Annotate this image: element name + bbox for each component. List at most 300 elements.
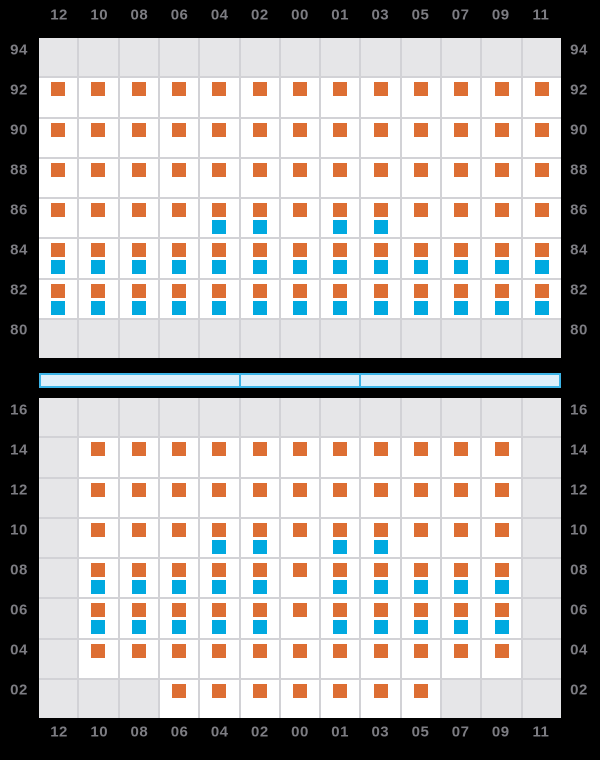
y-axis-label: 82 [570,281,588,299]
y-axis-label: 90 [570,121,588,139]
grid-cell [361,280,399,318]
grid-cell [402,78,440,116]
grid-cell [361,640,399,678]
grid-cell-disabled [402,38,440,76]
orange-marker-icon [51,163,65,177]
grid-cell [482,438,520,476]
grid-cell [160,559,198,597]
grid-cell [281,640,319,678]
grid-cell [442,78,480,116]
grid-cell [281,78,319,116]
blue-marker-icon [132,301,146,315]
orange-marker-icon [333,563,347,577]
orange-marker-icon [212,644,226,658]
timeline-bar [39,373,561,388]
timeline-bar-segment [41,375,239,386]
grid-cell [402,479,440,517]
orange-marker-icon [535,123,549,137]
grid-cell-disabled [523,599,561,637]
y-axis-label: 92 [10,81,28,99]
orange-marker-icon [212,483,226,497]
orange-marker-icon [454,243,468,257]
orange-marker-icon [51,123,65,137]
orange-marker-icon [212,82,226,96]
grid-cell [321,199,359,237]
grid-cell [402,680,440,718]
blue-marker-icon [535,301,549,315]
orange-marker-icon [212,684,226,698]
blue-marker-icon [293,301,307,315]
grid-cell [482,119,520,157]
grid-cell-disabled [523,479,561,517]
grid-cell [361,119,399,157]
orange-marker-icon [495,163,509,177]
blue-marker-icon [212,260,226,274]
grid-cell [241,519,279,557]
blue-marker-icon [414,620,428,634]
grid-cell [402,159,440,197]
grid-cell [120,239,158,277]
grid-cell [402,119,440,157]
y-axis-label: 86 [570,201,588,219]
y-axis-label: 94 [570,41,588,59]
grid-cell-disabled [200,398,238,436]
grid-cell [241,119,279,157]
blue-marker-icon [91,580,105,594]
orange-marker-icon [293,203,307,217]
orange-marker-icon [414,563,428,577]
orange-marker-icon [333,123,347,137]
orange-marker-icon [172,563,186,577]
grid-cell [442,559,480,597]
y-axis-label: 16 [570,401,588,419]
orange-marker-icon [253,243,267,257]
orange-marker-icon [293,82,307,96]
y-axis-label: 08 [570,561,588,579]
grid-cell [361,479,399,517]
blue-marker-icon [132,580,146,594]
grid-cell [200,479,238,517]
blue-marker-icon [253,540,267,554]
orange-marker-icon [414,483,428,497]
orange-marker-icon [212,603,226,617]
orange-marker-icon [495,523,509,537]
orange-marker-icon [212,123,226,137]
y-axis-label: 86 [10,201,28,219]
orange-marker-icon [212,523,226,537]
grid-cell-disabled [39,640,77,678]
blue-marker-icon [535,260,549,274]
grid-cell-disabled [482,680,520,718]
blue-marker-icon [495,260,509,274]
grid-cell-disabled [321,38,359,76]
grid-cell [482,78,520,116]
grid-cell-disabled [39,38,77,76]
grid-cell-disabled [241,320,279,358]
grid-cell [321,640,359,678]
grid-cell [200,438,238,476]
y-axis-label: 80 [570,321,588,339]
grid-cell [200,159,238,197]
grid-cell-disabled [160,320,198,358]
grid-cell-disabled [39,559,77,597]
grid-cell [321,280,359,318]
orange-marker-icon [495,483,509,497]
grid-cell [39,78,77,116]
grid-cell [281,159,319,197]
grid-cell [523,119,561,157]
y-axis-label: 82 [10,281,28,299]
lower-panel-grid [39,398,561,718]
grid-cell [281,199,319,237]
grid-cell [482,640,520,678]
orange-marker-icon [253,644,267,658]
grid-cell-disabled [442,320,480,358]
grid-cell-disabled [523,438,561,476]
blue-marker-icon [374,260,388,274]
orange-marker-icon [212,284,226,298]
orange-marker-icon [132,603,146,617]
grid-cell [402,640,440,678]
grid-cell-disabled [160,38,198,76]
orange-marker-icon [51,82,65,96]
grid-cell-disabled [523,680,561,718]
grid-cell [402,239,440,277]
x-axis-label: 07 [451,723,470,741]
orange-marker-icon [132,123,146,137]
orange-marker-icon [374,483,388,497]
orange-marker-icon [253,442,267,456]
grid-cell [79,438,117,476]
grid-cell-disabled [160,398,198,436]
grid-cell [523,239,561,277]
grid-cell [321,78,359,116]
grid-cell [160,199,198,237]
orange-marker-icon [414,442,428,456]
blue-marker-icon [212,580,226,594]
orange-marker-icon [172,123,186,137]
blue-marker-icon [253,220,267,234]
x-axis-label: 07 [451,6,470,24]
blue-marker-icon [374,301,388,315]
grid-cell [482,479,520,517]
grid-cell [442,280,480,318]
grid-cell [523,159,561,197]
grid-cell [482,239,520,277]
orange-marker-icon [454,563,468,577]
grid-cell [120,119,158,157]
blue-marker-icon [454,620,468,634]
orange-marker-icon [91,243,105,257]
orange-marker-icon [414,243,428,257]
x-axis-label: 05 [411,6,430,24]
grid-cell [321,239,359,277]
grid-cell [241,559,279,597]
y-axis-label: 14 [570,441,588,459]
grid-cell [482,199,520,237]
grid-cell [361,559,399,597]
orange-marker-icon [172,203,186,217]
orange-marker-icon [374,243,388,257]
y-axis-label: 04 [10,641,28,659]
orange-marker-icon [454,82,468,96]
grid-cell [241,78,279,116]
grid-cell [200,199,238,237]
y-axis-label: 92 [570,81,588,99]
grid-cell-disabled [79,680,117,718]
orange-marker-icon [414,284,428,298]
grid-cell [241,280,279,318]
grid-cell [39,199,77,237]
grid-cell [482,159,520,197]
blue-marker-icon [253,620,267,634]
grid-cell [79,280,117,318]
blue-marker-icon [172,301,186,315]
orange-marker-icon [293,483,307,497]
grid-cell [361,199,399,237]
orange-marker-icon [374,203,388,217]
orange-marker-icon [91,523,105,537]
blue-marker-icon [172,620,186,634]
grid-cell [200,78,238,116]
orange-marker-icon [51,243,65,257]
blue-marker-icon [495,301,509,315]
grid-cell [200,680,238,718]
x-axis-label: 09 [491,723,510,741]
x-axis-label: 00 [291,723,309,741]
orange-marker-icon [212,243,226,257]
y-axis-label: 04 [570,641,588,659]
grid-cell-disabled [120,680,158,718]
grid-cell [79,640,117,678]
grid-cell [442,438,480,476]
grid-cell [241,438,279,476]
grid-cell [281,119,319,157]
grid-cell-disabled [79,398,117,436]
blue-marker-icon [212,620,226,634]
orange-marker-icon [91,123,105,137]
orange-marker-icon [132,563,146,577]
grid-cell-disabled [200,320,238,358]
orange-marker-icon [414,684,428,698]
grid-cell [321,680,359,718]
orange-marker-icon [172,603,186,617]
grid-cell [79,199,117,237]
orange-marker-icon [132,82,146,96]
orange-marker-icon [293,163,307,177]
x-axis-label: 02 [251,723,269,741]
grid-cell-disabled [523,640,561,678]
grid-cell-disabled [361,398,399,436]
grid-cell [361,519,399,557]
grid-cell [200,119,238,157]
orange-marker-icon [293,644,307,658]
blue-marker-icon [51,301,65,315]
grid-cell-disabled [281,398,319,436]
grid-cell [241,199,279,237]
grid-cell [442,599,480,637]
blue-marker-icon [172,260,186,274]
grid-cell [120,559,158,597]
y-axis-label: 88 [10,161,28,179]
grid-cell-disabled [39,398,77,436]
orange-marker-icon [495,644,509,658]
orange-marker-icon [535,284,549,298]
orange-marker-icon [414,603,428,617]
orange-marker-icon [132,284,146,298]
grid-cell [120,199,158,237]
grid-cell [39,159,77,197]
y-axis-label: 88 [570,161,588,179]
grid-cell [120,78,158,116]
blue-marker-icon [212,220,226,234]
x-axis-label: 01 [331,723,349,741]
x-axis-label: 10 [90,723,109,741]
x-axis-label: 10 [90,6,109,24]
grid-cell [160,239,198,277]
blue-marker-icon [293,260,307,274]
grid-cell [442,479,480,517]
grid-cell-disabled [281,320,319,358]
orange-marker-icon [132,523,146,537]
orange-marker-icon [495,563,509,577]
grid-cell [402,438,440,476]
grid-cell [402,519,440,557]
orange-marker-icon [333,82,347,96]
grid-cell [281,559,319,597]
grid-cell [120,599,158,637]
blue-marker-icon [91,301,105,315]
grid-cell [442,239,480,277]
orange-marker-icon [333,163,347,177]
grid-cell-disabled [200,38,238,76]
blue-marker-icon [333,260,347,274]
grid-cell-disabled [523,38,561,76]
orange-marker-icon [132,644,146,658]
grid-cell [482,280,520,318]
grid-cell [200,280,238,318]
orange-marker-icon [535,243,549,257]
x-axis-label: 06 [170,723,189,741]
grid-cell [321,559,359,597]
y-axis-label: 02 [570,681,588,699]
orange-marker-icon [91,563,105,577]
orange-marker-icon [293,243,307,257]
grid-cell-disabled [361,38,399,76]
grid-cell [120,519,158,557]
grid-cell [482,599,520,637]
grid-cell-disabled [39,519,77,557]
grid-cell [160,680,198,718]
y-axis-label: 06 [570,601,588,619]
orange-marker-icon [293,603,307,617]
orange-marker-icon [374,442,388,456]
orange-marker-icon [91,163,105,177]
orange-marker-icon [454,163,468,177]
orange-marker-icon [454,603,468,617]
grid-cell [281,479,319,517]
grid-cell [361,438,399,476]
blue-marker-icon [374,540,388,554]
blue-marker-icon [374,220,388,234]
grid-cell [241,640,279,678]
orange-marker-icon [172,243,186,257]
grid-cell [120,479,158,517]
blue-marker-icon [51,260,65,274]
orange-marker-icon [212,563,226,577]
grid-cell [200,239,238,277]
grid-cell [241,599,279,637]
x-axis-label: 11 [532,6,550,24]
orange-marker-icon [132,483,146,497]
grid-cell [321,479,359,517]
blue-marker-icon [333,301,347,315]
orange-marker-icon [535,82,549,96]
grid-cell [39,280,77,318]
orange-marker-icon [253,684,267,698]
orange-marker-icon [253,163,267,177]
grid-cell-disabled [523,559,561,597]
y-axis-label: 94 [10,41,28,59]
orange-marker-icon [293,123,307,137]
orange-marker-icon [495,603,509,617]
grid-cell-disabled [402,320,440,358]
orange-marker-icon [414,523,428,537]
x-axis-label: 09 [491,6,510,24]
grid-cell [442,519,480,557]
grid-cell [39,119,77,157]
blue-marker-icon [91,620,105,634]
grid-cell-disabled [442,680,480,718]
y-axis-label: 06 [10,601,28,619]
grid-cell-disabled [523,320,561,358]
blue-marker-icon [333,580,347,594]
orange-marker-icon [172,684,186,698]
grid-cell-disabled [79,320,117,358]
grid-cell [321,438,359,476]
x-axis-label: 04 [210,723,229,741]
orange-marker-icon [374,123,388,137]
grid-cell [523,78,561,116]
x-axis-label: 00 [291,6,309,24]
orange-marker-icon [91,644,105,658]
blue-marker-icon [454,301,468,315]
grid-cell [200,640,238,678]
grid-cell [39,239,77,277]
grid-cell-disabled [39,438,77,476]
blue-marker-icon [374,620,388,634]
blue-marker-icon [414,260,428,274]
grid-cell [200,559,238,597]
grid-cell [321,159,359,197]
grid-cell [79,119,117,157]
grid-cell-disabled [442,398,480,436]
blue-marker-icon [454,260,468,274]
orange-marker-icon [454,523,468,537]
grid-cell [120,438,158,476]
grid-cell [281,280,319,318]
orange-marker-icon [333,603,347,617]
orange-marker-icon [495,442,509,456]
blue-marker-icon [495,620,509,634]
x-axis-label: 05 [411,723,430,741]
orange-marker-icon [293,442,307,456]
grid-cell-disabled [321,398,359,436]
y-axis-label: 08 [10,561,28,579]
orange-marker-icon [212,203,226,217]
orange-marker-icon [374,684,388,698]
orange-marker-icon [333,644,347,658]
